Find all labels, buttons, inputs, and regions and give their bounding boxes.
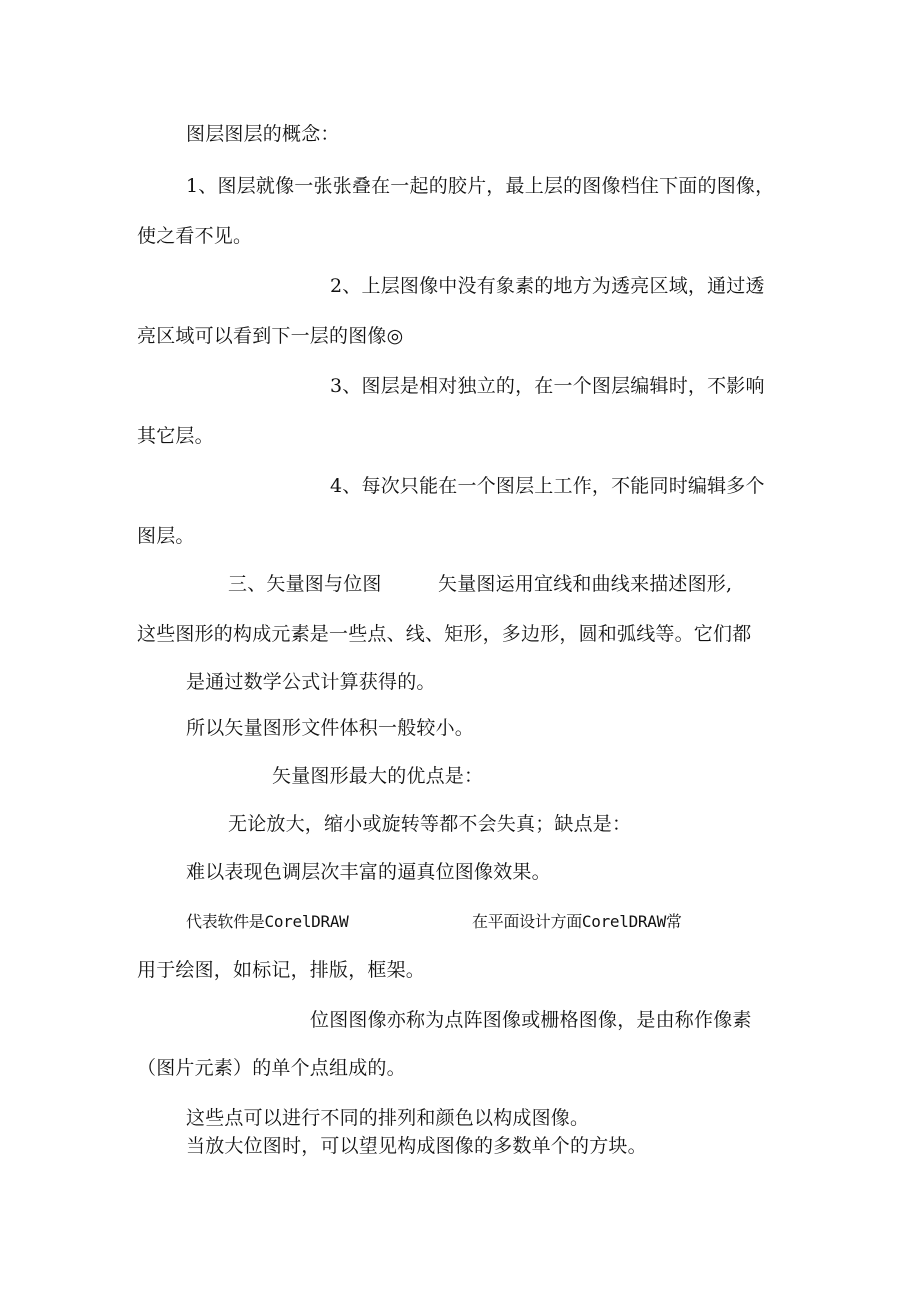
text-line: 所以矢量图形文件体积一般较小。 xyxy=(186,717,475,739)
text-line: 当放大位图时，可以望见构成图像的多数单个的方块。 xyxy=(186,1135,647,1157)
text-line: 图层图层的概念： xyxy=(186,123,340,145)
text-line: 这些点可以进行不同的排列和颜色以构成图像。 xyxy=(186,1107,590,1129)
text-line: 矢量图形最大的优点是： xyxy=(272,765,484,787)
text-line: 使之看不见。 xyxy=(137,225,253,247)
section-heading: 三、矢量图与位图 xyxy=(228,573,382,595)
text-line: 4、每次只能在一个图层上工作，不能同时编辑多个 xyxy=(330,475,765,497)
text-line: 3、图层是相对独立的，在一个图层编辑时，不影响 xyxy=(330,375,765,397)
text-line: 矢量图运用宜线和曲线来描述图形, xyxy=(438,573,733,595)
text-line: 1、图层就像一张张叠在一起的胶片，最上层的图像档住下面的图像， xyxy=(186,175,775,197)
text-line: 难以表现色调层次丰富的逼真位图像效果。 xyxy=(186,861,551,883)
text-line: 代表软件是CorelDRAW xyxy=(186,912,349,931)
text-line: 亮区域可以看到下一层的图像◎ xyxy=(137,325,404,347)
text-line: 这些图形的构成元素是一些点、线、矩形，多边形，圆和弧线等。它们都 xyxy=(137,623,752,645)
text-line: 用于绘图，如标记，排版，框架。 xyxy=(137,959,426,981)
text-line: 是通过数学公式计算获得的。 xyxy=(186,671,436,693)
text-line: （图片元素）的单个点组成的。 xyxy=(137,1057,406,1079)
text-line: 2、上层图像中没有象素的地方为透亮区域，通过透 xyxy=(330,275,765,297)
text-line: 无论放大，缩小或旋转等都不会失真；缺点是： xyxy=(228,813,632,835)
text-line: 在平面设计方面CorelDRAW常 xyxy=(472,912,682,931)
text-line: 其它层。 xyxy=(137,425,214,447)
text-line: 图层。 xyxy=(137,525,195,547)
text-line: 位图图像亦称为点阵图像或栅格图像，是由称作像素 xyxy=(310,1009,752,1031)
